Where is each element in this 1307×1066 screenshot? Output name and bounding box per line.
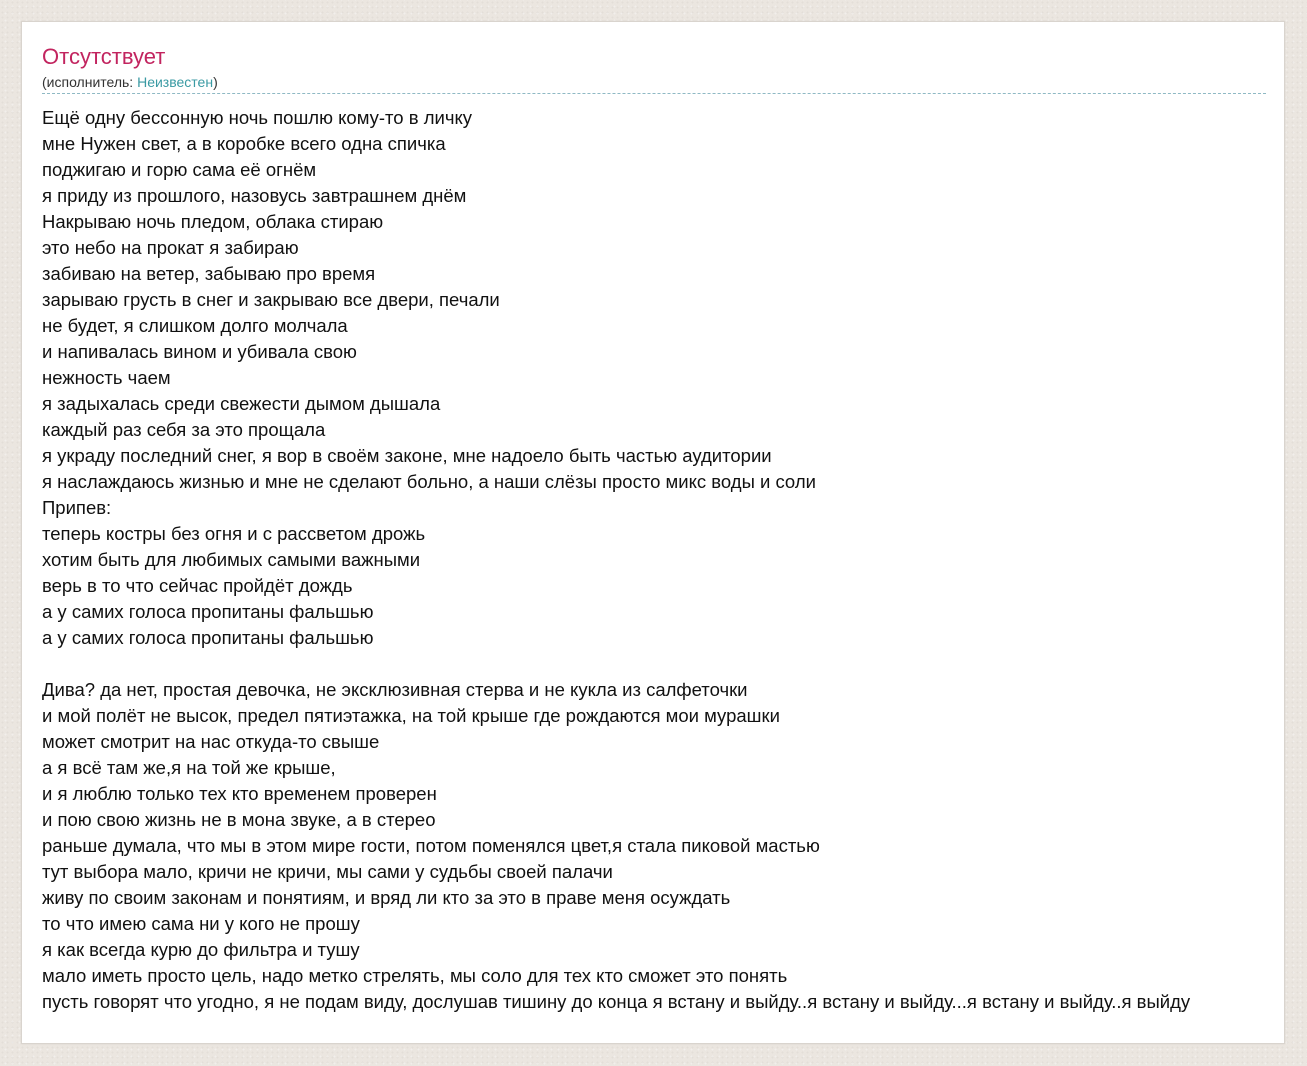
lyrics-card xyxy=(21,21,1285,1044)
performer-label: (исполнитель: xyxy=(42,74,138,90)
lyric-line: Накрываю ночь пледом, облака стираю xyxy=(42,211,384,232)
lyric-line: теперь костры без огня и с рассветом дрожь xyxy=(42,523,426,544)
lyric-line: и мой полёт не высок, предел пятиэтажка, на той крыше где рождаются мои мурашки xyxy=(42,705,780,726)
lyric-line: и я люблю только тех кто временем проверен xyxy=(42,783,437,804)
lyric-line: хотим быть для любимых самыми важными xyxy=(42,549,421,570)
lyric-line: я приду из прошлого, назовусь завтрашнем днём xyxy=(42,185,467,206)
lyric-line: и напивалась вином и убивала свою xyxy=(42,341,357,362)
lyric-line: это небо на прокат я забираю xyxy=(42,237,299,258)
lyric-line: я задыхалась среди свежести дымом дышала xyxy=(42,393,441,414)
lyric-line: может смотрит на нас откуда-то свыше xyxy=(42,731,380,752)
performer-label-close: ) xyxy=(213,74,218,90)
lyric-line: тут выбора мало, кричи не кричи, мы сами у судьбы своей палачи xyxy=(42,861,613,882)
lyric-line: Припев: xyxy=(42,497,112,518)
lyric-line: забиваю на ветер, забываю про время xyxy=(42,263,376,284)
lyric-line: и пою свою жизнь не в мона звуке, а в стерео xyxy=(42,809,436,830)
title-divider xyxy=(42,93,1266,94)
lyric-line: каждый раз себя за это прощала xyxy=(42,419,326,440)
lyric-line: не будет, я слишком долго молчала xyxy=(42,315,348,336)
lyric-line: то что имею сама ни у кого не прошу xyxy=(42,913,360,934)
lyric-line xyxy=(42,651,1190,677)
lyric-line: мало иметь просто цель, надо метко стрелять, мы соло для тех кто сможет это понять xyxy=(42,965,788,986)
lyric-line: верь в то что сейчас пройдёт дождь xyxy=(42,575,353,596)
lyric-line: раньше думала, что мы в этом мире гости, потом поменялся цвет,я стала пиковой мастью xyxy=(42,835,820,856)
lyric-line: мне Нужен свет, а в коробке всего одна спичка xyxy=(42,133,446,154)
performer-line xyxy=(42,73,218,91)
lyric-line: нежность чаем xyxy=(42,367,171,388)
lyrics-text xyxy=(42,105,1190,1015)
lyric-line: Дива? да нет, простая девочка, не эксклюзивная стерва и не кукла из салфеточки xyxy=(42,679,748,700)
lyric-line: пусть говорят что угодно, я не подам виду, дослушав тишину до конца я встану и выйду..я встану и выйду...я встану и выйду..я выйду xyxy=(42,991,1191,1012)
lyric-line: зарываю грусть в снег и закрываю все двери, печали xyxy=(42,289,500,310)
lyric-line: поджигаю и горю сама её огнём xyxy=(42,159,317,180)
lyric-line: живу по своим законам и понятиям, и вряд ли кто за это в праве меня осуждать xyxy=(42,887,731,908)
song-title: Отсутствует xyxy=(42,44,166,69)
performer-link[interactable]: Неизвестен xyxy=(137,74,214,90)
lyric-line: я как всегда курю до фильтра и тушу xyxy=(42,939,360,960)
lyric-line: а я всё там же,я на той же крыше, xyxy=(42,757,336,778)
lyric-line: я наслаждаюсь жизнью и мне не сделают больно, а наши слёзы просто микс воды и соли xyxy=(42,471,816,492)
lyric-line: а у самих голоса пропитаны фальшью xyxy=(42,627,374,648)
lyric-line: а у самих голоса пропитаны фальшью xyxy=(42,601,374,622)
lyric-line: я украду последний снег, я вор в своём законе, мне надоело быть частью аудитории xyxy=(42,445,772,466)
lyric-line: Ещё одну бессонную ночь пошлю кому-то в личку xyxy=(42,107,473,128)
